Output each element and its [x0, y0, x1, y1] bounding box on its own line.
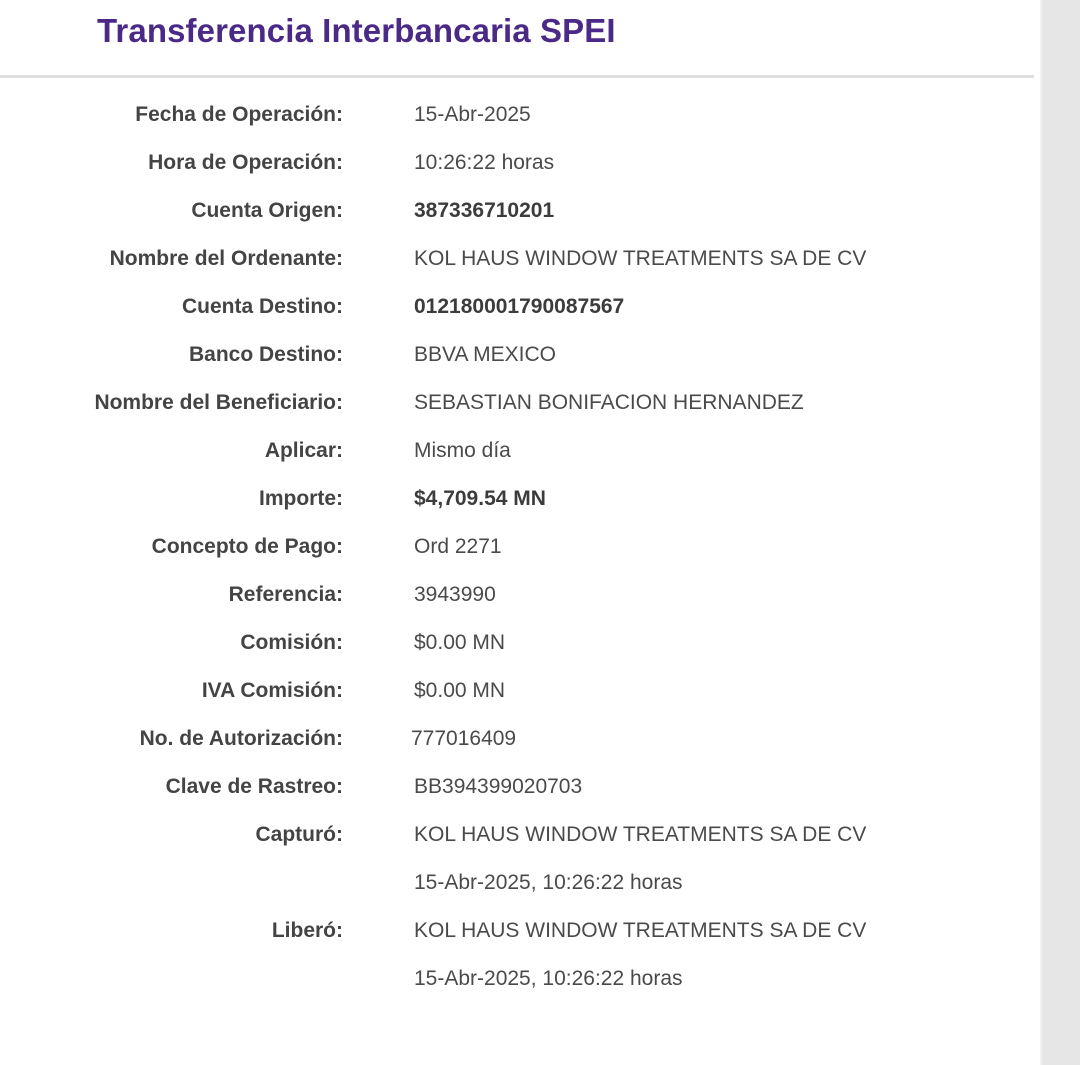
concepto-pago-label: Concepto de Pago: [151, 535, 343, 558]
referencia-label: Referencia: [228, 583, 343, 606]
clave-rastreo-label: Clave de Rastreo: [165, 775, 343, 798]
capturo-label: Capturó: [255, 823, 343, 846]
aplicar-label: Aplicar: [264, 439, 343, 462]
row-capturo-fecha [0, 859, 1030, 907]
nombre-ordenante-label: Nombre del Ordenante: [109, 247, 343, 270]
libero-fecha-value: 15-Abr-2025, 10:26:22 horas [414, 967, 683, 990]
page-title: Transferencia Interbancaria SPEI [97, 12, 616, 49]
cuenta-origen-label: Cuenta Origen: [191, 199, 343, 222]
vertical-scrollbar[interactable] [1040, 0, 1080, 1065]
row-importe [0, 475, 1030, 523]
row-libero [0, 907, 1030, 955]
no-autorizacion-label: No. de Autorización: [139, 727, 343, 750]
fecha-operacion-label: Fecha de Operación: [135, 103, 343, 126]
cuenta-destino-label: Cuenta Destino: [181, 295, 343, 318]
row-banco-destino [0, 331, 1030, 379]
nombre-ordenante-value: KOL HAUS WINDOW TREATMENTS SA DE CV [414, 247, 867, 270]
row-comision [0, 619, 1030, 667]
importe-value: $4,709.54 MN [414, 487, 546, 510]
row-nombre-ordenante [0, 235, 1030, 283]
referencia-value: 3943990 [414, 583, 496, 606]
concepto-pago-value: Ord 2271 [414, 535, 502, 558]
hora-operacion-label: Hora de Operación: [148, 151, 343, 174]
nombre-beneficiario-label: Nombre del Beneficiario: [94, 391, 343, 414]
cuenta-origen-value: 387336710201 [414, 199, 555, 222]
importe-label: Importe: [259, 487, 343, 510]
scrollbar-edge [1040, 0, 1042, 1065]
row-fecha-operacion [0, 91, 1030, 139]
cuenta-destino-value: 012180001790087567 [414, 295, 625, 318]
row-cuenta-origen [0, 187, 1030, 235]
libero-value: KOL HAUS WINDOW TREATMENTS SA DE CV [414, 919, 867, 942]
iva-comision-label: IVA Comisión: [201, 679, 343, 702]
row-libero-fecha [0, 955, 1030, 1003]
aplicar-value: Mismo día [414, 439, 511, 462]
nombre-beneficiario-value: SEBASTIAN BONIFACION HERNANDEZ [414, 391, 804, 414]
row-nombre-beneficiario [0, 379, 1030, 427]
row-hora-operacion [0, 139, 1030, 187]
row-no-autorizacion [0, 715, 1030, 763]
header-divider [0, 75, 1034, 78]
capturo-fecha-value: 15-Abr-2025, 10:26:22 horas [414, 871, 683, 894]
comision-value: $0.00 MN [414, 631, 506, 654]
transfer-details [0, 91, 1030, 1003]
clave-rastreo-value: BB394399020703 [414, 775, 583, 798]
row-cuenta-destino [0, 283, 1030, 331]
iva-comision-value: $0.00 MN [414, 679, 506, 702]
capturo-value: KOL HAUS WINDOW TREATMENTS SA DE CV [414, 823, 867, 846]
row-concepto-pago [0, 523, 1030, 571]
comision-label: Comisión: [240, 631, 343, 654]
row-referencia [0, 571, 1030, 619]
row-iva-comision [0, 667, 1030, 715]
row-clave-rastreo [0, 763, 1030, 811]
banco-destino-label: Banco Destino: [188, 343, 343, 366]
libero-label: Liberó: [271, 919, 343, 942]
hora-operacion-value: 10:26:22 horas [414, 151, 555, 174]
fecha-operacion-value: 15-Abr-2025 [414, 103, 531, 126]
row-aplicar [0, 427, 1030, 475]
row-capturo [0, 811, 1030, 859]
banco-destino-value: BBVA MEXICO [414, 343, 556, 366]
no-autorizacion-value: 777016409 [411, 727, 517, 750]
